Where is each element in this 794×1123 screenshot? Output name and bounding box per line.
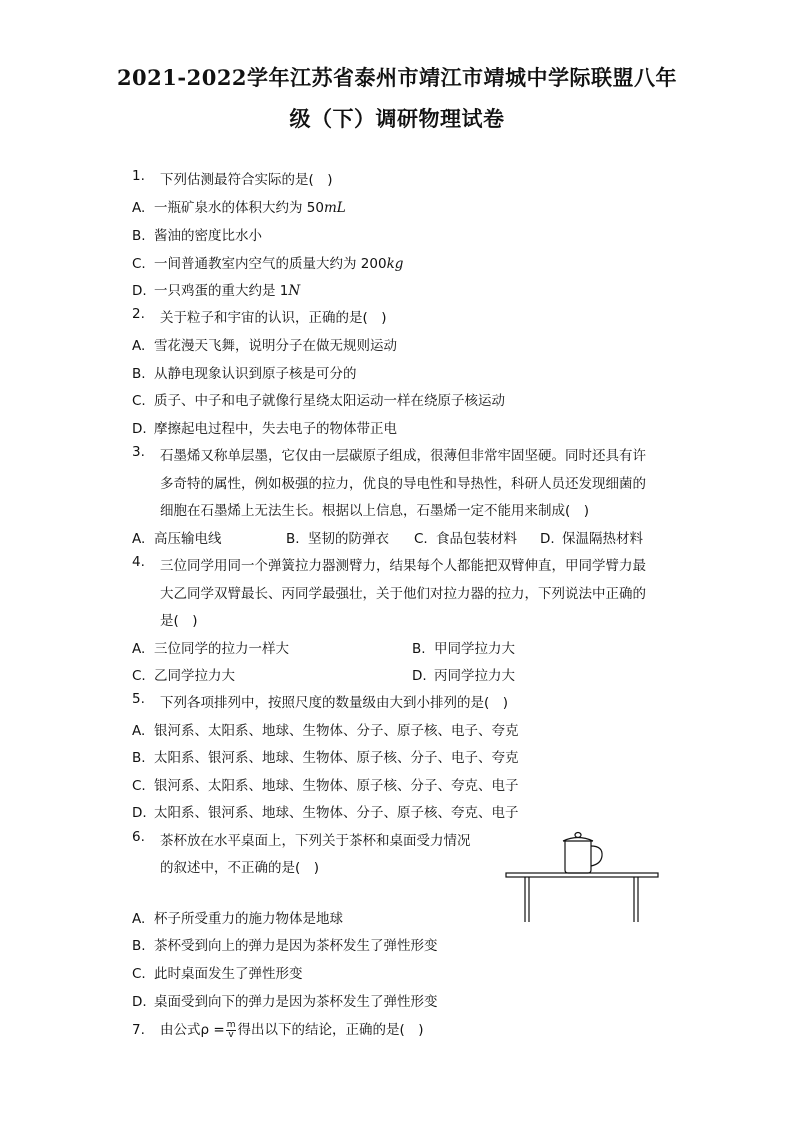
option-b: B. 茶杯受到向上的弹力是因为茶杯发生了弹性形变 [132,938,438,954]
question-text-line-2: 多奇特的属性，例如极强的拉力，优良的导电性和导热性，科研人员还发现细菌的 [160,476,646,492]
option-d: D. 太阳系、银河系、地球、生物体、分子、原子核、夸克、电子 [132,805,519,821]
option-c: C. 乙同学拉力大 [132,668,235,684]
question-text-line-3: 是( ) [160,613,198,629]
exam-title-line-2: 级（下）调研物理试卷 [289,106,505,131]
option-c: C. 银河系、太阳系、地球、生物体、原子核、分子、夸克、电子 [132,778,519,794]
option-d: D. 桌面受到向下的弹力是因为茶杯发生了弹性形变 [132,994,438,1010]
formula-fraction: $\frac{m}{v}$ [226,1019,236,1040]
question-text: 下列估测最符合实际的是( ) [160,172,333,188]
option-a: A. 银河系、太阳系、地球、生物体、分子、原子核、电子、夸克 [132,723,519,739]
option-c: C. 质子、中子和电子就像行星绕太阳运动一样在绕原子核运动 [132,393,505,409]
option-c: C. 此时桌面发生了弹性形变 [132,966,303,982]
table-top [506,873,658,877]
option-d: D. 保温隔热材料 [540,531,643,547]
cup-body [565,841,591,873]
option-a: A. 雪花漫天飞舞，说明分子在做无规则运动 [132,338,397,354]
question-text-line-2: 大乙同学双臂最长、丙同学最强壮，关于他们对拉力器的拉力，下列说法中正确的 [160,586,646,602]
question-number: 4. [132,554,145,570]
exam-title-line-1: 2021-2022学年江苏省泰州市靖江市靖城中学际联盟八年 [116,65,678,90]
question-text-line-3: 细胞在石墨烯上无法生长。根据以上信息，石墨烯一定不能用来制成( ) [160,503,590,519]
option-d: D. 一只鸡蛋的重大约是 1N [132,283,301,299]
option-a: A. 高压输电线 [132,531,222,547]
option-c: C. 食品包装材料 [414,531,517,547]
question-number: 2. [132,306,145,322]
option-b: B. 坚韧的防弹衣 [286,531,389,547]
question-text: 由公式ρ = $\frac{m}{v}$ 得出以下的结论，正确的是( ) [160,1019,424,1040]
question-text-line-1: 石墨烯又称单层墨，它仅由一层碳原子组成，很薄但非常牢固坚硬。同时还具有许 [160,448,646,464]
question-text: 关于粒子和宇宙的认识，正确的是( ) [160,310,387,326]
option-d: D. 摩擦起电过程中，失去电子的物体带正电 [132,421,397,437]
cup-on-table-figure [503,826,663,926]
question-text: 下列各项排列中，按照尺度的数量级由大到小排列的是( ) [160,695,509,711]
question-text-line-2: 的叙述中，不正确的是( ) [160,860,320,876]
question-text-line-1: 三位同学用同一个弹簧拉力器测臂力，结果每个人都能把双臂伸直，甲同学臂力最 [160,558,646,574]
question-number: 7. [132,1022,145,1038]
question-number: 3. [132,444,145,460]
option-c: C. 一间普通教室内空气的质量大约为 200kg [132,256,404,272]
option-d: D. 丙同学拉力大 [412,668,515,684]
option-b: B. 从静电现象认识到原子核是可分的 [132,366,357,382]
cup-handle [591,846,602,866]
cup-lid-knob [575,833,581,838]
option-a: A. 三位同学的拉力一样大 [132,641,289,657]
option-b: B. 甲同学拉力大 [412,641,515,657]
option-b: B. 酱油的密度比水小 [132,228,262,244]
option-b: B. 太阳系、银河系、地球、生物体、原子核、分子、电子、夸克 [132,750,519,766]
question-text-line-1: 茶杯放在水平桌面上，下列关于茶杯和桌面受力情况 [160,833,471,849]
question-number: 1. [132,168,145,184]
question-number: 6. [132,829,145,845]
option-a: A. 一瓶矿泉水的体积大约为 50mL [132,200,346,216]
question-number: 5. [132,691,145,707]
option-a: A. 杯子所受重力的施力物体是地球 [132,911,343,927]
